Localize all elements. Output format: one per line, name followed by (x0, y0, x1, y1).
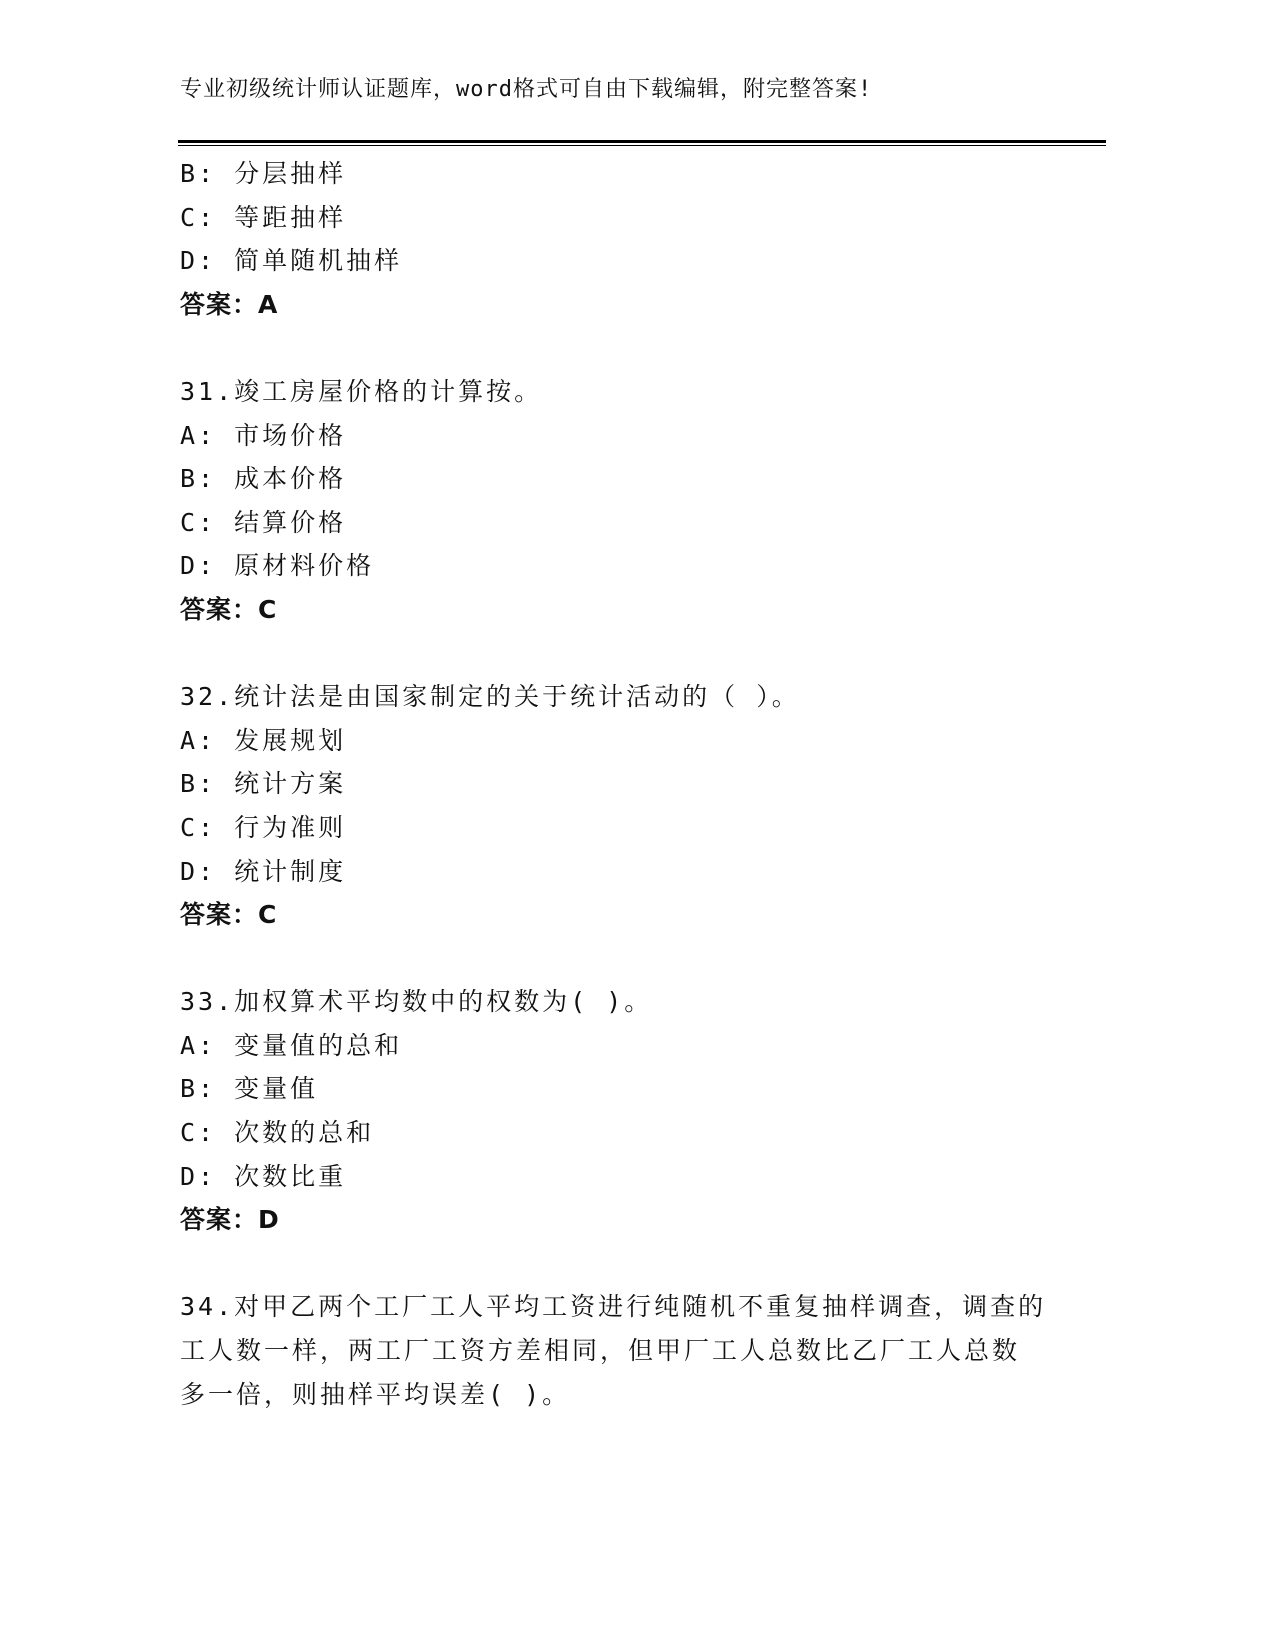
question-stem: 31.竣工房屋价格的计算按。 (180, 376, 543, 406)
question-stem: 32.统计法是由国家制定的关于统计活动的（ ）。 (180, 682, 800, 712)
option-d: D: 原材料价格 (180, 551, 375, 581)
option-c: C: 结算价格 (180, 507, 347, 537)
option-c: C: 行为准则 (180, 812, 347, 842)
question-list (180, 152, 1060, 1416)
option-d: D: 统计制度 (180, 856, 347, 886)
header-rule-thick (178, 140, 1106, 143)
option-c: C: 等距抽样 (180, 202, 347, 232)
answer-line: 答案：C (180, 900, 278, 930)
question-stem-line: 多一倍，则抽样平均误差( )。 (180, 1379, 571, 1409)
option-d: D: 简单随机抽样 (180, 246, 403, 276)
spacer (180, 632, 1060, 676)
spacer (180, 326, 1060, 370)
header-rule-thin (178, 145, 1106, 146)
page-header: 专业初级统计师认证题库，word格式可自由下载编辑，附完整答案! (180, 77, 873, 102)
option-a: A: 变量值的总和 (180, 1030, 403, 1060)
option-b: B: 变量值 (180, 1074, 319, 1104)
question-stem-line: 34.对甲乙两个工厂工人平均工资进行纯随机不重复抽样调查，调查的 (180, 1292, 1047, 1322)
question-stem: 33.加权算术平均数中的权数为( )。 (180, 987, 653, 1017)
answer-line: 答案：A (180, 289, 279, 319)
spacer (180, 1242, 1060, 1286)
option-b: B: 统计方案 (180, 769, 347, 799)
option-c: C: 次数的总和 (180, 1118, 375, 1148)
answer-line: 答案：D (180, 1205, 280, 1235)
option-b: B: 分层抽样 (180, 159, 347, 188)
option-a: A: 发展规划 (180, 725, 347, 755)
answer-line: 答案：C (180, 594, 278, 624)
option-b: B: 成本价格 (180, 464, 347, 494)
option-d: D: 次数比重 (180, 1161, 347, 1191)
option-a: A: 市场价格 (180, 420, 347, 450)
question-stem-line: 工人数一样，两工厂工资方差相同，但甲厂工人总数比乙厂工人总数 (180, 1336, 1021, 1366)
spacer (180, 937, 1060, 981)
